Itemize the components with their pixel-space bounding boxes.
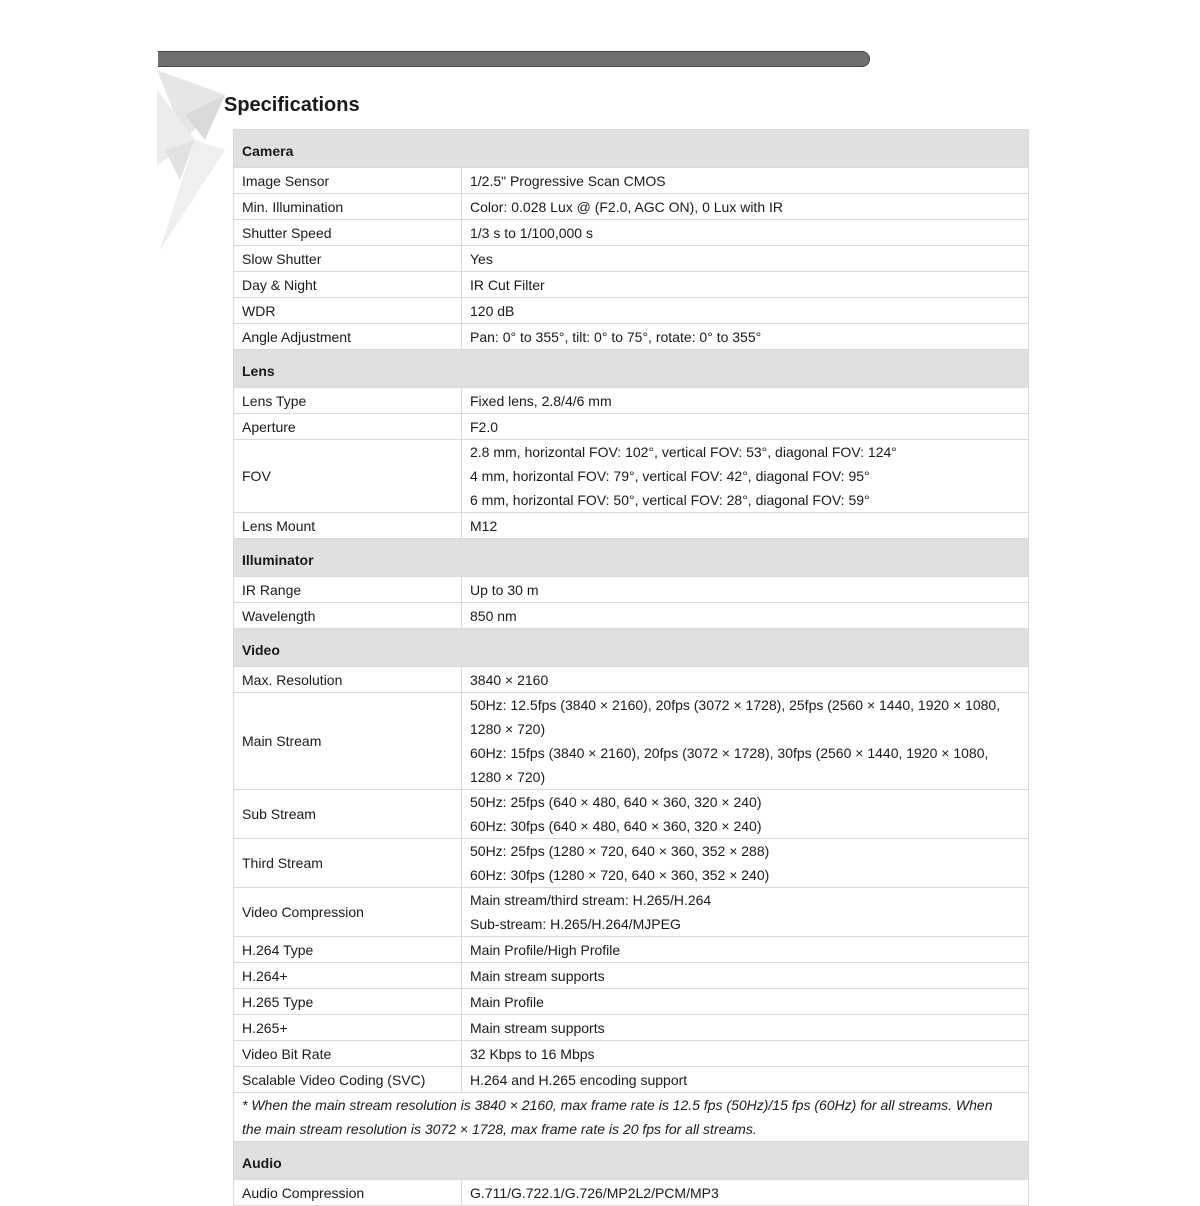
spec-value bbox=[462, 839, 1029, 888]
spec-value bbox=[462, 388, 1029, 414]
spec-label: Lens Type bbox=[234, 388, 462, 414]
header-bar bbox=[158, 51, 870, 67]
spec-value bbox=[462, 1180, 1029, 1206]
spec-value-line: 2.8 mm, horizontal FOV: 102°, vertical FOV: 53°, diagonal FOV: 124° bbox=[470, 444, 897, 460]
spec-label: Main Stream bbox=[234, 693, 462, 790]
spec-value bbox=[462, 790, 1029, 839]
spec-label: Aperture bbox=[234, 414, 462, 440]
page-title: Specifications bbox=[224, 94, 360, 116]
spec-value bbox=[462, 963, 1029, 989]
spec-value bbox=[462, 667, 1029, 693]
spec-value-line: M12 bbox=[470, 517, 498, 534]
spec-value bbox=[462, 1067, 1029, 1093]
spec-value bbox=[462, 194, 1029, 220]
spec-value-line: F2.0 bbox=[470, 418, 499, 435]
spec-value-line: Fixed lens, 2.8/4/6 mm bbox=[470, 392, 612, 409]
spec-value-line: 60Hz: 30fps (1280 × 720, 640 × 360, 352 × 240) bbox=[470, 867, 770, 883]
spec-row bbox=[234, 989, 1029, 1015]
spec-value-line: H.264 and H.265 encoding support bbox=[470, 1071, 688, 1088]
spec-label: WDR bbox=[234, 298, 462, 324]
spec-label: Day & Night bbox=[234, 272, 462, 298]
spec-value bbox=[462, 324, 1029, 350]
spec-value-line: 1280 × 720) bbox=[470, 769, 546, 785]
spec-value bbox=[462, 298, 1029, 324]
spec-row bbox=[234, 603, 1029, 629]
footnote-row bbox=[234, 1093, 1029, 1142]
spec-value-line: 1280 × 720) bbox=[470, 721, 546, 737]
footnote bbox=[234, 1093, 1029, 1142]
footnote-line: the main stream resolution is 3072 × 1728, max frame rate is 20 fps for all streams. bbox=[242, 1121, 757, 1137]
spec-row bbox=[234, 1067, 1029, 1093]
spec-row bbox=[234, 667, 1029, 693]
spec-value bbox=[462, 440, 1029, 513]
spec-value-line: 50Hz: 12.5fps (3840 × 2160), 20fps (3072 × 1728), 25fps (2560 × 1440, 1920 × 1080, bbox=[470, 697, 1001, 713]
spec-label: Wavelength bbox=[234, 603, 462, 629]
spec-row bbox=[234, 937, 1029, 963]
spec-value-line: Main stream supports bbox=[470, 967, 605, 984]
decorative-star-logo-icon bbox=[155, 70, 235, 255]
spec-label: Max. Resolution bbox=[234, 667, 462, 693]
section-title: Illuminator bbox=[234, 539, 1029, 577]
spec-value bbox=[462, 246, 1029, 272]
spec-value-line: Main Profile bbox=[470, 993, 544, 1010]
spec-value-line: Main Profile/High Profile bbox=[470, 941, 621, 958]
spec-row bbox=[234, 194, 1029, 220]
spec-value-line: 120 dB bbox=[470, 302, 515, 319]
spec-row bbox=[234, 440, 1029, 513]
spec-label: FOV bbox=[234, 440, 462, 513]
spec-value bbox=[462, 272, 1029, 298]
spec-value bbox=[462, 989, 1029, 1015]
spec-value-line: 4 mm, horizontal FOV: 79°, vertical FOV: 42°, diagonal FOV: 95° bbox=[470, 468, 870, 484]
spec-label: Video Compression bbox=[234, 888, 462, 937]
spec-value-line: Main stream/third stream: H.265/H.264 bbox=[470, 892, 712, 908]
spec-value bbox=[462, 937, 1029, 963]
section-header-illuminator bbox=[234, 539, 1029, 577]
spec-label: Video Bit Rate bbox=[234, 1041, 462, 1067]
section-header-audio bbox=[234, 1142, 1029, 1180]
spec-row bbox=[234, 298, 1029, 324]
spec-row bbox=[234, 220, 1029, 246]
spec-value-line: Main stream supports bbox=[470, 1019, 605, 1036]
spec-value-line: 3840 × 2160 bbox=[470, 671, 549, 688]
spec-value bbox=[462, 220, 1029, 246]
spec-row bbox=[234, 168, 1029, 194]
spec-row bbox=[234, 1041, 1029, 1067]
spec-value-line: Color: 0.028 Lux @ (F2.0, AGC ON), 0 Lux with IR bbox=[470, 198, 783, 215]
spec-row bbox=[234, 513, 1029, 539]
spec-label: Slow Shutter bbox=[234, 246, 462, 272]
spec-value-line: 1/2.5" Progressive Scan CMOS bbox=[470, 172, 666, 189]
spec-value-line: G.711/G.722.1/G.726/MP2L2/PCM/MP3 bbox=[470, 1184, 719, 1201]
spec-label: Min. Illumination bbox=[234, 194, 462, 220]
spec-value bbox=[462, 577, 1029, 603]
spec-row bbox=[234, 388, 1029, 414]
section-header-camera bbox=[234, 130, 1029, 168]
spec-value-line: Sub-stream: H.265/H.264/MJPEG bbox=[470, 916, 681, 932]
spec-row bbox=[234, 1180, 1029, 1206]
spec-label: Sub Stream bbox=[234, 790, 462, 839]
spec-row bbox=[234, 963, 1029, 989]
spec-label: H.265 Type bbox=[234, 989, 462, 1015]
spec-label: H.265+ bbox=[234, 1015, 462, 1041]
spec-value-line: 1/3 s to 1/100,000 s bbox=[470, 224, 593, 241]
spec-value-line: 32 Kbps to 16 Mbps bbox=[470, 1045, 595, 1062]
spec-value-line: IR Cut Filter bbox=[470, 276, 545, 293]
spec-label: IR Range bbox=[234, 577, 462, 603]
spec-row bbox=[234, 577, 1029, 603]
spec-value-line: Up to 30 m bbox=[470, 581, 539, 598]
spec-label: H.264+ bbox=[234, 963, 462, 989]
section-title: Camera bbox=[234, 130, 1029, 168]
spec-value-line: 60Hz: 15fps (3840 × 2160), 20fps (3072 × 1728), 30fps (2560 × 1440, 1920 × 1080, bbox=[470, 745, 989, 761]
spec-row bbox=[234, 414, 1029, 440]
spec-row bbox=[234, 246, 1029, 272]
spec-value bbox=[462, 168, 1029, 194]
spec-value bbox=[462, 603, 1029, 629]
spec-value-line: 50Hz: 25fps (640 × 480, 640 × 360, 320 × 240) bbox=[470, 794, 762, 810]
spec-label: H.264 Type bbox=[234, 937, 462, 963]
spec-value bbox=[462, 513, 1029, 539]
spec-value-line: 60Hz: 30fps (640 × 480, 640 × 360, 320 × 240) bbox=[470, 818, 762, 834]
spec-value bbox=[462, 1015, 1029, 1041]
section-header-lens bbox=[234, 350, 1029, 388]
spec-row bbox=[234, 693, 1029, 790]
spec-value-line: 6 mm, horizontal FOV: 50°, vertical FOV: 28°, diagonal FOV: 59° bbox=[470, 492, 870, 508]
footnote-line: * When the main stream resolution is 3840 × 2160, max frame rate is 12.5 fps (50Hz)/15 fps (60Hz) for all streams. When bbox=[242, 1097, 993, 1113]
spec-label: Third Stream bbox=[234, 839, 462, 888]
spec-row bbox=[234, 839, 1029, 888]
spec-value bbox=[462, 888, 1029, 937]
spec-label: Angle Adjustment bbox=[234, 324, 462, 350]
spec-row bbox=[234, 790, 1029, 839]
spec-value bbox=[462, 414, 1029, 440]
section-title: Video bbox=[234, 629, 1029, 667]
spec-row bbox=[234, 272, 1029, 298]
spec-label: Audio Compression bbox=[234, 1180, 462, 1206]
section-title: Audio bbox=[234, 1142, 1029, 1180]
spec-value bbox=[462, 1041, 1029, 1067]
spec-label: Scalable Video Coding (SVC) bbox=[234, 1067, 462, 1093]
spec-row bbox=[234, 888, 1029, 937]
spec-label: Lens Mount bbox=[234, 513, 462, 539]
spec-value-line: Pan: 0° to 355°, tilt: 0° to 75°, rotate: 0° to 355° bbox=[470, 328, 762, 345]
spec-value-line: Yes bbox=[470, 250, 493, 267]
spec-value-line: 50Hz: 25fps (1280 × 720, 640 × 360, 352 × 288) bbox=[470, 843, 770, 859]
spec-row bbox=[234, 1015, 1029, 1041]
spec-label: Image Sensor bbox=[234, 168, 462, 194]
section-title: Lens bbox=[234, 350, 1029, 388]
section-header-video bbox=[234, 629, 1029, 667]
specifications-table bbox=[233, 129, 1029, 1206]
spec-row bbox=[234, 324, 1029, 350]
spec-value bbox=[462, 693, 1029, 790]
spec-value-line: 850 nm bbox=[470, 607, 517, 624]
spec-label: Shutter Speed bbox=[234, 220, 462, 246]
